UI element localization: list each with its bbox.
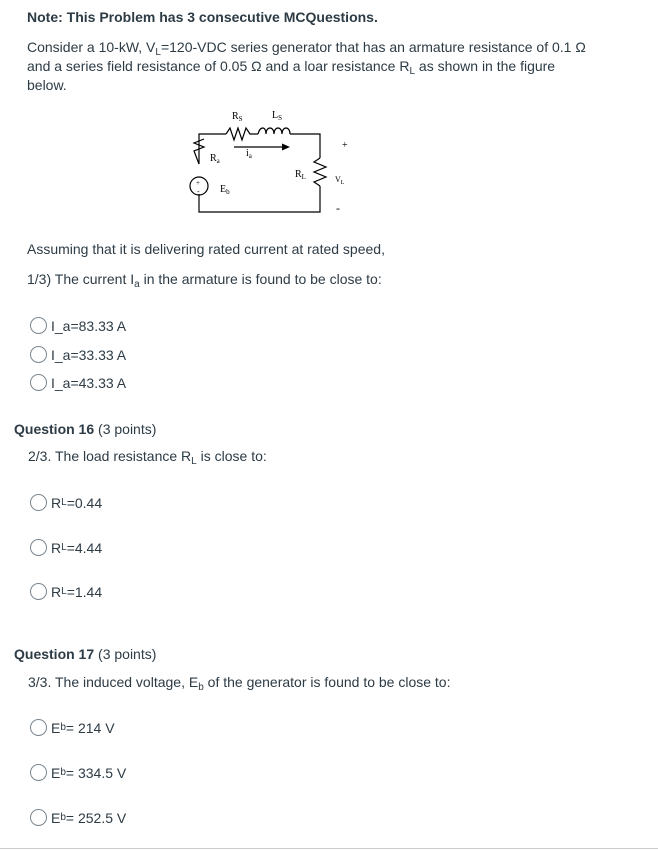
q2-option-1[interactable]: R L =0.44: [30, 494, 102, 511]
q1-option-1[interactable]: I_a=83.33 A: [30, 317, 126, 334]
ia-label: $i_a$: [246, 148, 252, 160]
vl-plus: +: [342, 140, 348, 151]
source-minus: -: [197, 187, 200, 196]
radio-button[interactable]: [30, 764, 47, 781]
circuit-diagram: [180, 104, 360, 219]
note-heading: Note: This Problem has 3 consecutive MCQuestions.: [27, 9, 378, 25]
ls-label: $L_S$: [272, 110, 283, 122]
q2-option-2[interactable]: R L =4.44: [30, 539, 102, 556]
vl-label: $V_L$: [335, 175, 345, 186]
radio-button[interactable]: [30, 583, 47, 600]
radio-button[interactable]: [30, 494, 47, 511]
assumption-text: Assuming that it is delivering rated current at rated speed,: [27, 241, 385, 257]
bottom-divider: [0, 848, 658, 849]
radio-button[interactable]: [30, 374, 47, 391]
radio-button[interactable]: [30, 317, 47, 334]
eb-label: $E_b$: [220, 184, 230, 196]
q1-text: 1/3) The current $I_a$ in the armature is found to be close to:: [27, 271, 382, 290]
q1-option-2[interactable]: I_a=33.33 A: [30, 346, 126, 363]
radio-button[interactable]: [30, 346, 47, 363]
ra-label: $R_a$: [210, 153, 220, 165]
q3-option-3[interactable]: E b = 252.5 V: [30, 809, 126, 826]
q2-option-3[interactable]: R L =1.44: [30, 583, 102, 600]
question-17-heading: Question 17 (3 points): [14, 646, 157, 662]
question-16-heading: Question 16 (3 points): [14, 421, 157, 437]
problem-statement: Consider a 10-kW, $V_L=120$-VDC series generator that has an armature resistance of 0.1 Ω and a series field resistance of 0.05 Ω and a loar resistance $R_L$ as shown in the figure below.: [27, 39, 586, 93]
source-plus: +: [196, 179, 200, 187]
rs-label: $R_S$: [232, 111, 243, 123]
q1-option-3[interactable]: I_a=43.33 A: [30, 374, 126, 391]
q3-option-1[interactable]: E b = 214 V: [30, 719, 115, 736]
radio-button[interactable]: [30, 809, 47, 826]
radio-button[interactable]: [30, 719, 47, 736]
vl-minus: -: [336, 201, 340, 215]
radio-button[interactable]: [30, 539, 47, 556]
rl-label: $R_L$: [295, 169, 306, 181]
q3-option-2[interactable]: E b = 334.5 V: [30, 764, 126, 781]
q3-text: 3/3. The induced voltage, $E_b$ of the generator is found to be close to:: [28, 674, 451, 693]
q2-text: 2/3. The load resistance $R_L$ is close to:: [28, 448, 267, 467]
